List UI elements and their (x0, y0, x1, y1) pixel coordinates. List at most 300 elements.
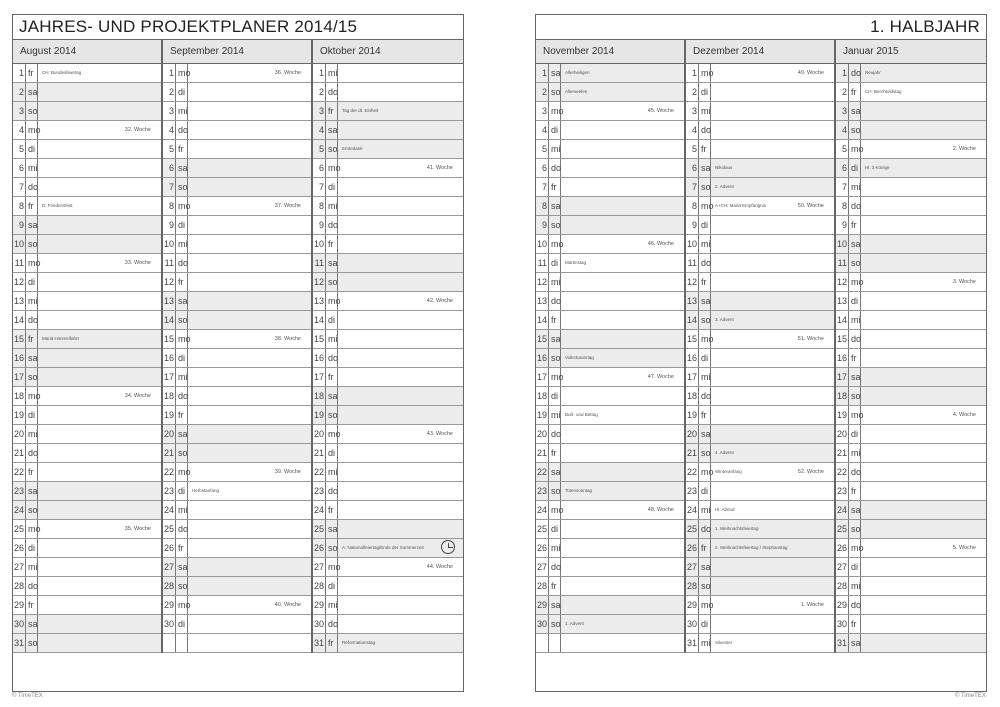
day-note-cell[interactable] (188, 64, 311, 82)
day-note-cell[interactable] (38, 159, 161, 177)
day-note-cell[interactable] (561, 444, 684, 462)
day-row[interactable] (536, 501, 684, 520)
day-note-cell[interactable] (561, 254, 684, 272)
day-row[interactable] (313, 463, 463, 482)
day-row[interactable] (686, 520, 834, 539)
day-row[interactable] (686, 615, 834, 634)
day-note-cell[interactable] (561, 292, 684, 310)
day-row[interactable] (686, 444, 834, 463)
day-row[interactable] (313, 482, 463, 501)
day-row[interactable] (163, 216, 311, 235)
day-row[interactable] (13, 596, 161, 615)
day-row[interactable] (13, 140, 161, 159)
day-row[interactable] (836, 539, 986, 558)
day-note-cell[interactable] (188, 406, 311, 424)
day-row[interactable] (836, 615, 986, 634)
day-note-cell[interactable] (861, 634, 986, 652)
day-note-cell[interactable] (861, 349, 986, 367)
day-note-cell[interactable] (338, 273, 463, 291)
day-note-cell[interactable] (188, 558, 311, 576)
day-row[interactable] (163, 634, 311, 653)
day-row[interactable] (536, 558, 684, 577)
day-note-cell[interactable] (338, 121, 463, 139)
day-row[interactable] (836, 273, 986, 292)
day-note-cell[interactable] (38, 140, 161, 158)
day-note-cell[interactable] (188, 520, 311, 538)
day-row[interactable] (836, 558, 986, 577)
day-note-cell[interactable] (711, 368, 834, 386)
day-note-cell[interactable] (861, 482, 986, 500)
day-row[interactable] (163, 463, 311, 482)
day-note-cell[interactable] (338, 615, 463, 633)
day-row[interactable] (313, 634, 463, 653)
day-row[interactable] (313, 64, 463, 83)
day-row[interactable] (13, 406, 161, 425)
day-note-cell[interactable] (711, 349, 834, 367)
day-note-cell[interactable] (38, 349, 161, 367)
day-row[interactable] (536, 235, 684, 254)
day-note-cell[interactable] (861, 387, 986, 405)
day-note-cell[interactable] (861, 501, 986, 519)
day-note-cell[interactable] (338, 482, 463, 500)
day-row[interactable] (836, 482, 986, 501)
day-note-cell[interactable] (861, 596, 986, 614)
day-row[interactable] (163, 406, 311, 425)
day-note-cell[interactable] (711, 235, 834, 253)
day-row[interactable] (163, 596, 311, 615)
day-note-cell[interactable] (861, 577, 986, 595)
day-note-cell[interactable] (38, 311, 161, 329)
day-row[interactable] (13, 387, 161, 406)
day-note-cell[interactable] (861, 121, 986, 139)
day-row[interactable] (686, 539, 834, 558)
day-row[interactable] (163, 159, 311, 178)
day-note-cell[interactable] (711, 406, 834, 424)
day-row[interactable] (13, 159, 161, 178)
day-row[interactable] (313, 368, 463, 387)
day-row[interactable] (836, 83, 986, 102)
day-row[interactable] (313, 178, 463, 197)
day-row[interactable] (13, 634, 161, 653)
day-note-cell[interactable] (561, 539, 684, 557)
day-note-cell[interactable] (188, 311, 311, 329)
day-note-cell[interactable] (711, 311, 834, 329)
day-note-cell[interactable] (188, 501, 311, 519)
day-row[interactable] (686, 83, 834, 102)
day-note-cell[interactable] (861, 368, 986, 386)
day-note-cell[interactable] (561, 273, 684, 291)
day-note-cell[interactable] (561, 64, 684, 82)
day-note-cell[interactable] (711, 83, 834, 101)
day-note-cell[interactable] (711, 558, 834, 576)
day-note-cell[interactable] (561, 197, 684, 215)
day-row[interactable] (13, 83, 161, 102)
day-row[interactable] (836, 577, 986, 596)
day-note-cell[interactable] (38, 596, 161, 614)
day-note-cell[interactable] (188, 235, 311, 253)
day-note-cell[interactable] (861, 444, 986, 462)
day-note-cell[interactable] (188, 539, 311, 557)
day-row[interactable] (13, 311, 161, 330)
day-row[interactable] (313, 596, 463, 615)
day-note-cell[interactable] (338, 140, 463, 158)
day-row[interactable] (686, 368, 834, 387)
day-note-cell[interactable] (338, 216, 463, 234)
day-row[interactable] (13, 292, 161, 311)
day-note-cell[interactable] (338, 634, 463, 652)
day-note-cell[interactable] (188, 482, 311, 500)
day-row[interactable] (686, 330, 834, 349)
day-row[interactable] (836, 444, 986, 463)
day-note-cell[interactable] (188, 273, 311, 291)
day-row[interactable] (686, 102, 834, 121)
day-row[interactable] (536, 349, 684, 368)
day-row[interactable] (313, 520, 463, 539)
day-note-cell[interactable] (338, 368, 463, 386)
day-note-cell[interactable] (188, 330, 311, 348)
day-note-cell[interactable] (561, 140, 684, 158)
day-row[interactable] (536, 64, 684, 83)
day-note-cell[interactable] (188, 102, 311, 120)
day-row[interactable] (163, 482, 311, 501)
day-note-cell[interactable] (561, 596, 684, 614)
day-note-cell[interactable] (38, 558, 161, 576)
day-note-cell[interactable] (188, 216, 311, 234)
day-note-cell[interactable] (188, 596, 311, 614)
day-note-cell[interactable] (561, 425, 684, 443)
day-note-cell[interactable] (861, 292, 986, 310)
day-row[interactable] (836, 425, 986, 444)
day-row[interactable] (536, 387, 684, 406)
day-note-cell[interactable] (711, 102, 834, 120)
day-note-cell[interactable] (561, 482, 684, 500)
day-note-cell[interactable] (711, 520, 834, 538)
day-row[interactable] (163, 615, 311, 634)
day-note-cell[interactable] (188, 83, 311, 101)
day-row[interactable] (836, 520, 986, 539)
day-note-cell[interactable] (861, 273, 986, 291)
day-row[interactable] (13, 235, 161, 254)
day-row[interactable] (163, 83, 311, 102)
day-row[interactable] (686, 159, 834, 178)
day-note-cell[interactable] (861, 615, 986, 633)
day-note-cell[interactable] (338, 387, 463, 405)
day-row[interactable] (686, 121, 834, 140)
day-note-cell[interactable] (188, 615, 311, 633)
day-row[interactable] (686, 64, 834, 83)
day-row[interactable] (313, 387, 463, 406)
day-row[interactable] (313, 539, 463, 558)
day-note-cell[interactable] (561, 235, 684, 253)
day-row[interactable] (13, 64, 161, 83)
day-row[interactable] (13, 558, 161, 577)
day-row[interactable] (686, 482, 834, 501)
day-row[interactable] (13, 539, 161, 558)
day-note-cell[interactable] (711, 140, 834, 158)
day-note-cell[interactable] (338, 254, 463, 272)
day-row[interactable] (536, 596, 684, 615)
day-note-cell[interactable] (861, 330, 986, 348)
day-note-cell[interactable] (861, 64, 986, 82)
day-row[interactable] (13, 577, 161, 596)
day-row[interactable] (13, 330, 161, 349)
day-row[interactable] (13, 425, 161, 444)
day-row[interactable] (313, 406, 463, 425)
day-row[interactable] (313, 292, 463, 311)
day-row[interactable] (836, 140, 986, 159)
day-row[interactable] (536, 406, 684, 425)
day-note-cell[interactable] (711, 178, 834, 196)
day-note-cell[interactable] (711, 577, 834, 595)
day-row[interactable] (13, 102, 161, 121)
day-row[interactable] (836, 387, 986, 406)
day-row[interactable] (13, 254, 161, 273)
day-note-cell[interactable] (38, 254, 161, 272)
day-row[interactable] (313, 121, 463, 140)
day-note-cell[interactable] (711, 292, 834, 310)
day-note-cell[interactable] (561, 159, 684, 177)
day-note-cell[interactable] (188, 254, 311, 272)
day-row[interactable] (13, 615, 161, 634)
day-note-cell[interactable] (38, 178, 161, 196)
day-note-cell[interactable] (338, 311, 463, 329)
day-row[interactable] (536, 330, 684, 349)
day-note-cell[interactable] (338, 64, 463, 82)
day-row[interactable] (536, 140, 684, 159)
day-note-cell[interactable] (561, 577, 684, 595)
day-row[interactable] (836, 102, 986, 121)
day-row[interactable] (313, 216, 463, 235)
day-note-cell[interactable] (338, 197, 463, 215)
day-note-cell[interactable] (38, 368, 161, 386)
day-row[interactable] (686, 178, 834, 197)
day-row[interactable] (13, 368, 161, 387)
day-row[interactable] (536, 273, 684, 292)
day-row[interactable] (163, 425, 311, 444)
day-row[interactable] (163, 197, 311, 216)
day-note-cell[interactable] (338, 178, 463, 196)
day-note-cell[interactable] (338, 330, 463, 348)
day-note-cell[interactable] (861, 197, 986, 215)
day-row[interactable] (163, 178, 311, 197)
day-row[interactable] (686, 140, 834, 159)
day-note-cell[interactable] (38, 83, 161, 101)
day-note-cell[interactable] (338, 102, 463, 120)
day-note-cell[interactable] (338, 425, 463, 443)
day-note-cell[interactable] (561, 501, 684, 519)
day-row[interactable] (836, 159, 986, 178)
day-note-cell[interactable] (561, 349, 684, 367)
day-row[interactable] (686, 235, 834, 254)
day-note-cell[interactable] (188, 140, 311, 158)
day-note-cell[interactable] (711, 539, 834, 557)
day-note-cell[interactable] (861, 235, 986, 253)
day-row[interactable] (313, 425, 463, 444)
day-row[interactable] (536, 634, 684, 653)
day-row[interactable] (163, 330, 311, 349)
day-note-cell[interactable] (861, 83, 986, 101)
day-note-cell[interactable] (188, 159, 311, 177)
day-row[interactable] (313, 330, 463, 349)
day-row[interactable] (686, 577, 834, 596)
day-row[interactable] (163, 520, 311, 539)
day-note-cell[interactable] (338, 520, 463, 538)
day-row[interactable] (686, 501, 834, 520)
day-row[interactable] (686, 254, 834, 273)
day-row[interactable] (163, 102, 311, 121)
day-note-cell[interactable] (38, 64, 161, 82)
day-row[interactable] (163, 558, 311, 577)
day-note-cell[interactable] (188, 425, 311, 443)
day-row[interactable] (536, 102, 684, 121)
day-row[interactable] (686, 596, 834, 615)
day-row[interactable] (313, 444, 463, 463)
day-note-cell[interactable] (711, 482, 834, 500)
day-note-cell[interactable] (711, 121, 834, 139)
day-row[interactable] (163, 444, 311, 463)
day-note-cell[interactable] (338, 501, 463, 519)
day-row[interactable] (536, 311, 684, 330)
day-row[interactable] (536, 520, 684, 539)
day-row[interactable] (163, 539, 311, 558)
day-row[interactable] (836, 178, 986, 197)
day-note-cell[interactable] (861, 311, 986, 329)
day-note-cell[interactable] (861, 558, 986, 576)
day-note-cell[interactable] (38, 406, 161, 424)
day-note-cell[interactable] (711, 425, 834, 443)
day-note-cell[interactable] (561, 558, 684, 576)
day-row[interactable] (686, 197, 834, 216)
day-note-cell[interactable] (38, 121, 161, 139)
day-row[interactable] (836, 121, 986, 140)
day-row[interactable] (313, 102, 463, 121)
day-note-cell[interactable] (338, 83, 463, 101)
day-note-cell[interactable] (38, 520, 161, 538)
day-row[interactable] (13, 501, 161, 520)
day-row[interactable] (313, 140, 463, 159)
day-note-cell[interactable] (38, 387, 161, 405)
day-note-cell[interactable] (188, 197, 311, 215)
day-note-cell[interactable] (338, 539, 463, 557)
day-note-cell[interactable] (711, 64, 834, 82)
day-row[interactable] (536, 292, 684, 311)
day-row[interactable] (686, 292, 834, 311)
day-note-cell[interactable] (188, 368, 311, 386)
day-row[interactable] (686, 406, 834, 425)
day-row[interactable] (836, 216, 986, 235)
day-row[interactable] (536, 159, 684, 178)
day-note-cell[interactable] (861, 520, 986, 538)
day-row[interactable] (13, 482, 161, 501)
day-row[interactable] (536, 577, 684, 596)
day-note-cell[interactable] (561, 387, 684, 405)
day-row[interactable] (313, 577, 463, 596)
day-note-cell[interactable] (711, 387, 834, 405)
day-note-cell[interactable] (711, 444, 834, 462)
day-note-cell[interactable] (711, 330, 834, 348)
day-row[interactable] (836, 368, 986, 387)
day-row[interactable] (163, 368, 311, 387)
day-row[interactable] (13, 178, 161, 197)
day-row[interactable] (536, 425, 684, 444)
day-row[interactable] (836, 254, 986, 273)
day-note-cell[interactable] (338, 444, 463, 462)
day-note-cell[interactable] (561, 102, 684, 120)
day-row[interactable] (686, 387, 834, 406)
day-note-cell[interactable] (338, 235, 463, 253)
day-note-cell[interactable] (38, 273, 161, 291)
day-row[interactable] (313, 159, 463, 178)
day-note-cell[interactable] (711, 501, 834, 519)
day-note-cell[interactable] (38, 463, 161, 481)
day-row[interactable] (313, 615, 463, 634)
day-note-cell[interactable] (561, 216, 684, 234)
day-note-cell[interactable] (338, 406, 463, 424)
day-note-cell[interactable] (711, 273, 834, 291)
day-row[interactable] (163, 235, 311, 254)
day-note-cell[interactable] (188, 178, 311, 196)
day-row[interactable] (836, 235, 986, 254)
day-note-cell[interactable] (188, 292, 311, 310)
day-note-cell[interactable] (38, 197, 161, 215)
day-row[interactable] (13, 520, 161, 539)
day-row[interactable] (313, 349, 463, 368)
day-row[interactable] (13, 273, 161, 292)
day-row[interactable] (836, 64, 986, 83)
day-row[interactable] (13, 463, 161, 482)
day-note-cell[interactable] (711, 634, 834, 652)
day-note-cell[interactable] (711, 615, 834, 633)
day-row[interactable] (686, 463, 834, 482)
day-note-cell[interactable] (711, 254, 834, 272)
day-row[interactable] (536, 216, 684, 235)
day-row[interactable] (13, 216, 161, 235)
day-row[interactable] (536, 83, 684, 102)
day-row[interactable] (686, 558, 834, 577)
day-note-cell[interactable] (338, 577, 463, 595)
day-note-cell[interactable] (188, 634, 311, 652)
day-row[interactable] (536, 615, 684, 634)
day-row[interactable] (686, 634, 834, 653)
day-row[interactable] (163, 140, 311, 159)
day-note-cell[interactable] (38, 615, 161, 633)
day-row[interactable] (13, 197, 161, 216)
day-note-cell[interactable] (188, 387, 311, 405)
day-note-cell[interactable] (861, 539, 986, 557)
day-note-cell[interactable] (561, 330, 684, 348)
day-row[interactable] (836, 292, 986, 311)
day-row[interactable] (686, 216, 834, 235)
day-note-cell[interactable] (338, 159, 463, 177)
day-note-cell[interactable] (188, 463, 311, 481)
day-row[interactable] (536, 482, 684, 501)
day-note-cell[interactable] (861, 102, 986, 120)
day-row[interactable] (836, 406, 986, 425)
day-note-cell[interactable] (561, 368, 684, 386)
day-row[interactable] (313, 273, 463, 292)
day-row[interactable] (536, 444, 684, 463)
day-row[interactable] (163, 254, 311, 273)
day-row[interactable] (836, 596, 986, 615)
day-row[interactable] (836, 197, 986, 216)
day-row[interactable] (836, 349, 986, 368)
day-note-cell[interactable] (38, 292, 161, 310)
day-row[interactable] (836, 501, 986, 520)
day-note-cell[interactable] (338, 463, 463, 481)
day-row[interactable] (163, 501, 311, 520)
day-row[interactable] (836, 463, 986, 482)
day-row[interactable] (313, 311, 463, 330)
